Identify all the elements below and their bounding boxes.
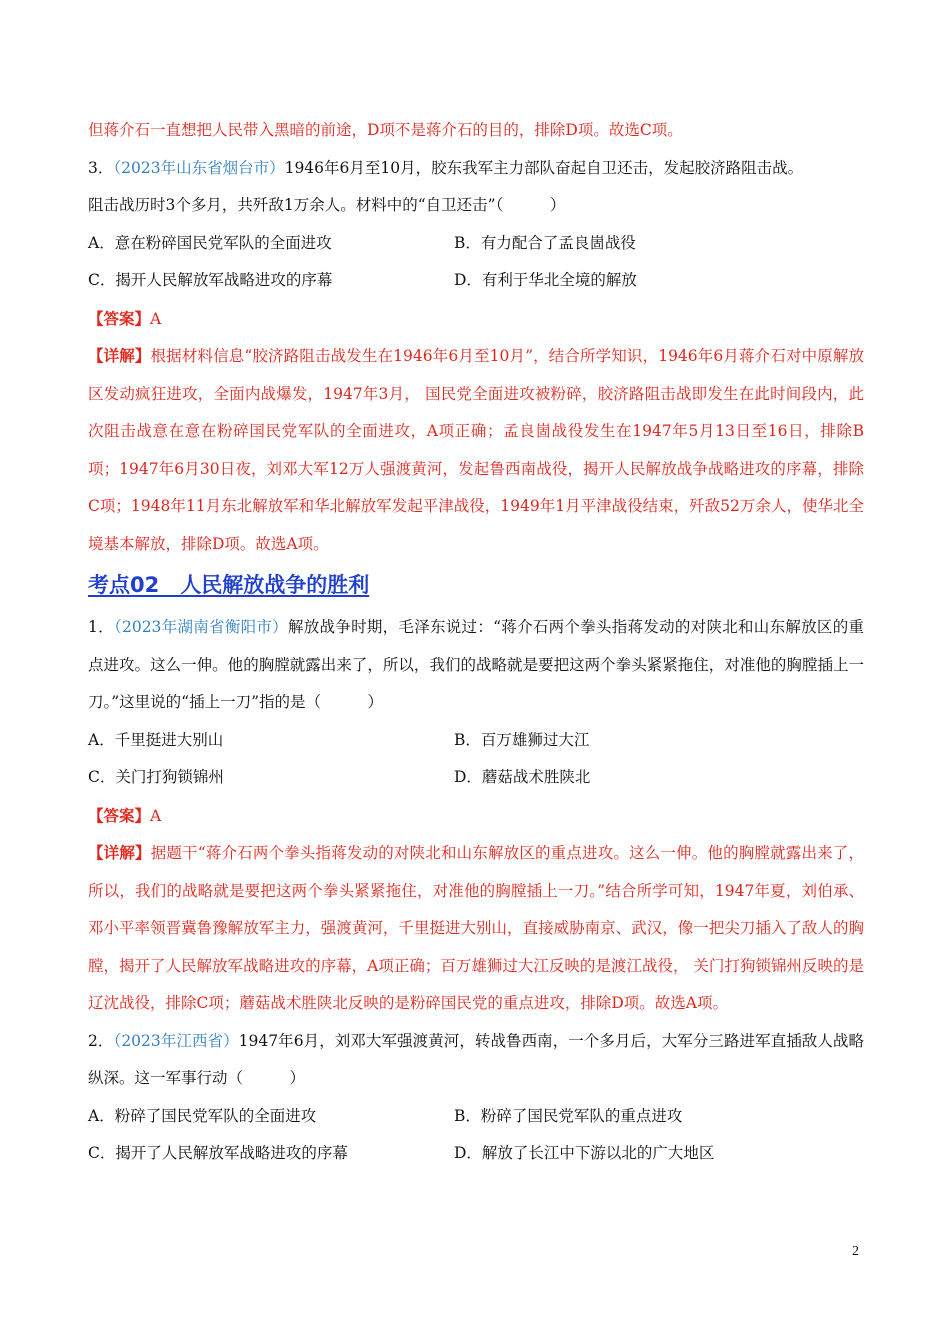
answer-value: A: [150, 806, 162, 825]
question-source: （2023年湖南省衡阳市）: [113, 618, 288, 636]
question-text: 解放战争时期，毛泽东说过：“蒋介石两个拳头指蒋发动的对陕北和山东解放区的重点进攻。这么一伸。他的胸膛就露出来了，所以，我们的战略就是要把这两个拳头紧紧拖住，对准他的胸膛插上一刀。”这里说的“插上一刀”指的是（ ）: [88, 618, 864, 711]
detail-text: 根据材料信息“胶济路阻击战发生在1946年6月至10月”，结合所学知识，1946年6月蒋介石对中原解放区发动疯狂进攻，全面内战爆发，1947年3月， 国民党全面进攻被粉碎，胶济路阻击战即发生在此时间段内，此次阻击战意在意在粉碎国民党军队的全面进攻，A项正确；孟良崮战役发生在1947年5月13日至16日，排除B项；1947年6月30日夜，刘邓大军12万人强渡黄河，发起鲁西南战役，揭开人民解放战争战略进攻的序幕，排除C项；1948年11月东北解放军和华北解放军发起平津战役，1949年1月平津战役结束，歼敌52万余人，使华北全境基本解放，排除D项。故选A项。: [88, 347, 864, 553]
option-c: C．揭开了人民解放军战略进攻的序幕: [88, 1144, 348, 1162]
option-b: B．有力配合了孟良崮战役: [454, 233, 636, 252]
question-number: 3．: [88, 158, 114, 177]
detail-label: 【详解】: [88, 346, 151, 365]
section2-question-2: [88, 1023, 864, 1173]
section2-question-1: [88, 609, 864, 1023]
option-c: C．关门打狗锁锦州: [88, 768, 224, 786]
option-d: D．蘑菇战术胜陕北: [454, 768, 591, 786]
option-d: D．解放了长江中下游以北的广大地区: [454, 1144, 715, 1162]
question-number: 2．: [88, 1031, 114, 1050]
option-a: A．千里挺进大别山: [88, 730, 224, 749]
question-text-cont: 阻击战历时3个多月，共歼敌1万余人。材料中的“自卫还击”（ ）: [88, 196, 566, 214]
answer-label: 【答案】: [88, 805, 151, 825]
detail-paragraph: [88, 337, 864, 563]
option-a: A．粉碎了国民党军队的全面进攻: [88, 1106, 317, 1125]
answer-line: [88, 797, 864, 835]
detail-text: 据题干“蒋介石两个拳头指蒋发动的对陕北和山东解放区的重点进攻。这么一伸。他的胸膛就露出来了，所以，我们的战略就是要把这两个拳头紧紧拖住，对准他的胸膛插上一刀。”结合所学可知，1947年夏，刘伯承、邓小平率领晋冀鲁豫解放军主力，强渡黄河，千里挺进大别山，直接威胁南京、武汉，像一把尖刀插入了敌人的胸膛，揭开了人民解放军战略进攻的序幕，A项正确；百万雄狮过大江反映的是渡江战役， 关门打狗锁锦州反映的是辽沈战役，排除C项；蘑菇战术胜陕北反映的是粉碎国民党的重点进攻，排除D项。故选A项。: [88, 844, 864, 1012]
question-text: 1947年6月，刘邓大军强渡黄河，转战鲁西南，一个多月后，大军分三路进军直插敌人战略纵深。这一军事行动（ ）: [88, 1031, 864, 1087]
detail-label: 【详解】: [88, 843, 151, 862]
answer-label: 【答案】: [88, 308, 151, 328]
section-heading: 考点02 人民解放战争的胜利: [88, 573, 370, 597]
option-d: D．有利于华北全境的解放: [454, 271, 637, 289]
answer-line: [88, 300, 864, 338]
option-a: A．意在粉碎国民党军队的全面进攻: [88, 233, 332, 252]
document-page: [88, 112, 864, 1173]
previous-detail-continuation: 但蒋介石一直想把人民带入黑暗的前途，D项不是蒋介石的目的，排除D项。故选C项。: [88, 121, 683, 139]
option-b: B．粉碎了国民党军队的重点进攻: [454, 1106, 683, 1125]
question-source: （2023年山东省烟台市）: [113, 158, 285, 177]
answer-value: A: [150, 309, 162, 328]
question-source: （2023年江西省）: [113, 1031, 239, 1050]
question-3: [88, 150, 864, 564]
option-b: B．百万雄狮过大江: [454, 730, 590, 749]
page-number: 2: [852, 1244, 859, 1259]
option-c: C．揭开人民解放军战略进攻的序幕: [88, 271, 333, 289]
detail-paragraph: [88, 834, 864, 1023]
question-number: 1．: [88, 618, 114, 636]
question-text: 1946年6月至10月，胶东我军主力部队奋起自卫还击，发起胶济路阻击战。: [284, 158, 804, 177]
